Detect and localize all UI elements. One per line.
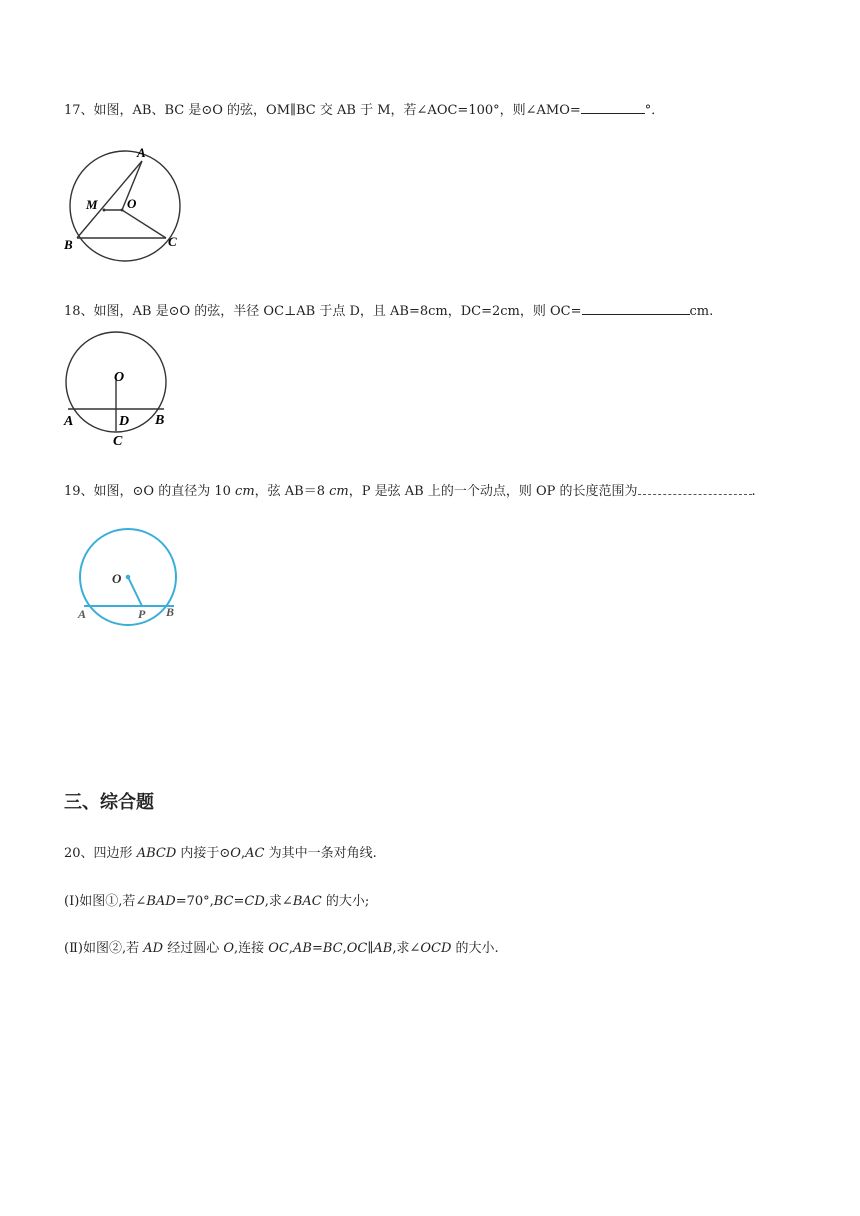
- q18-label-a: A: [64, 414, 74, 429]
- q20-part2-text: =: [311, 941, 323, 956]
- q20-part2-text: ,求∠: [392, 941, 421, 956]
- question-19: [64, 481, 756, 501]
- q20-var-ab: AB: [373, 941, 393, 956]
- q17-label-a: A: [137, 145, 146, 160]
- section-title: 三、综合题: [64, 792, 154, 813]
- q18-label-c: C: [113, 434, 123, 449]
- q20-text: 20、四边形: [64, 846, 137, 861]
- q20-part1-text: (Ⅰ)如图①,若∠: [64, 894, 147, 909]
- q20-text: 内接于⊙: [176, 846, 231, 861]
- q18-label-o: O: [114, 370, 125, 385]
- q17-label-c: C: [168, 234, 177, 249]
- q20-part1-text: =70°,: [175, 894, 214, 909]
- q20-part1-text: =: [233, 894, 245, 909]
- q20-var-cd: CD: [244, 894, 265, 909]
- q19-unit-2: cm: [329, 484, 349, 499]
- q18-suffix: cm.: [689, 304, 714, 319]
- q19-label-a: A: [78, 607, 87, 621]
- q20-var-ac: AC: [245, 846, 265, 861]
- q20-text: 为其中一条对角线.: [264, 846, 377, 861]
- q20-part2-text: 经过圆心: [163, 941, 224, 956]
- q17-label-m: M: [86, 197, 98, 212]
- q20-var-oc: OC: [268, 941, 289, 956]
- q18-label-d: D: [119, 414, 130, 429]
- q18-label-b: B: [155, 413, 165, 428]
- q20-var-bc: BC: [322, 941, 343, 956]
- q19-suffix: .: [751, 484, 756, 499]
- question-20-part-1: [64, 893, 369, 911]
- q20-text: ,: [240, 846, 246, 861]
- q18-figure: [58, 325, 178, 449]
- q19-answer-blank[interactable]: [638, 481, 752, 495]
- q19-text-a: 19、如图，⊙O 的直径为 10: [64, 484, 236, 499]
- q20-part2-text: ∥: [367, 941, 374, 956]
- q20-var-ocd: OCD: [420, 941, 452, 956]
- q18-answer-blank[interactable]: [582, 301, 690, 315]
- q17-figure: [60, 140, 190, 270]
- question-20-part-2: [64, 940, 499, 958]
- q20-part2-text: ,: [288, 941, 294, 956]
- q20-var-o: O: [230, 846, 241, 861]
- q20-var-abcd: ABCD: [136, 846, 177, 861]
- q20-var-o: O: [223, 941, 234, 956]
- q19-figure: [74, 525, 184, 629]
- q20-var-bc: BC: [213, 894, 234, 909]
- q19-unit-1: cm: [235, 484, 255, 499]
- q19-label-p: P: [138, 607, 146, 621]
- question-18: [64, 301, 713, 321]
- q20-part1-text: ,求∠: [264, 894, 293, 909]
- q19-text-b: ，弦 AB＝8: [254, 484, 330, 499]
- q17-answer-blank[interactable]: [581, 100, 645, 114]
- q17-suffix: °．: [644, 103, 665, 118]
- q20-var-bac: BAC: [292, 894, 322, 909]
- q17-label-o: O: [127, 196, 137, 211]
- q19-label-b: B: [166, 605, 175, 619]
- q19-text-c: ，P 是弦 AB 上的一个动点，则 OP 的长度范围为: [348, 484, 638, 499]
- q17-text: 17、如图，AB、BC 是⊙O 的弦，OM∥BC 交 AB 于 M，若∠AOC=100°，则∠AMO=: [64, 103, 581, 118]
- q19-label-o: O: [112, 571, 122, 586]
- q20-var-ad: AD: [143, 941, 164, 956]
- q20-part2-text: (Ⅱ)如图②,若: [64, 941, 144, 956]
- q20-part2-text: 的大小.: [451, 941, 499, 956]
- q20-var-bad: BAD: [146, 894, 176, 909]
- q18-text: 18、如图，AB 是⊙O 的弦，半径 OC⊥AB 于点 D，且 AB=8cm，DC=2cm，则 OC=: [64, 304, 582, 319]
- question-20-stem: [64, 845, 377, 863]
- question-17: [64, 100, 664, 120]
- q20-var-oc: OC: [346, 941, 368, 956]
- q20-part2-text: ,: [342, 941, 347, 956]
- q20-part2-text: ,连接: [234, 941, 269, 956]
- q17-label-b: B: [64, 237, 73, 252]
- q20-part1-text: 的大小;: [321, 894, 370, 909]
- q20-var-ab: AB: [293, 941, 312, 956]
